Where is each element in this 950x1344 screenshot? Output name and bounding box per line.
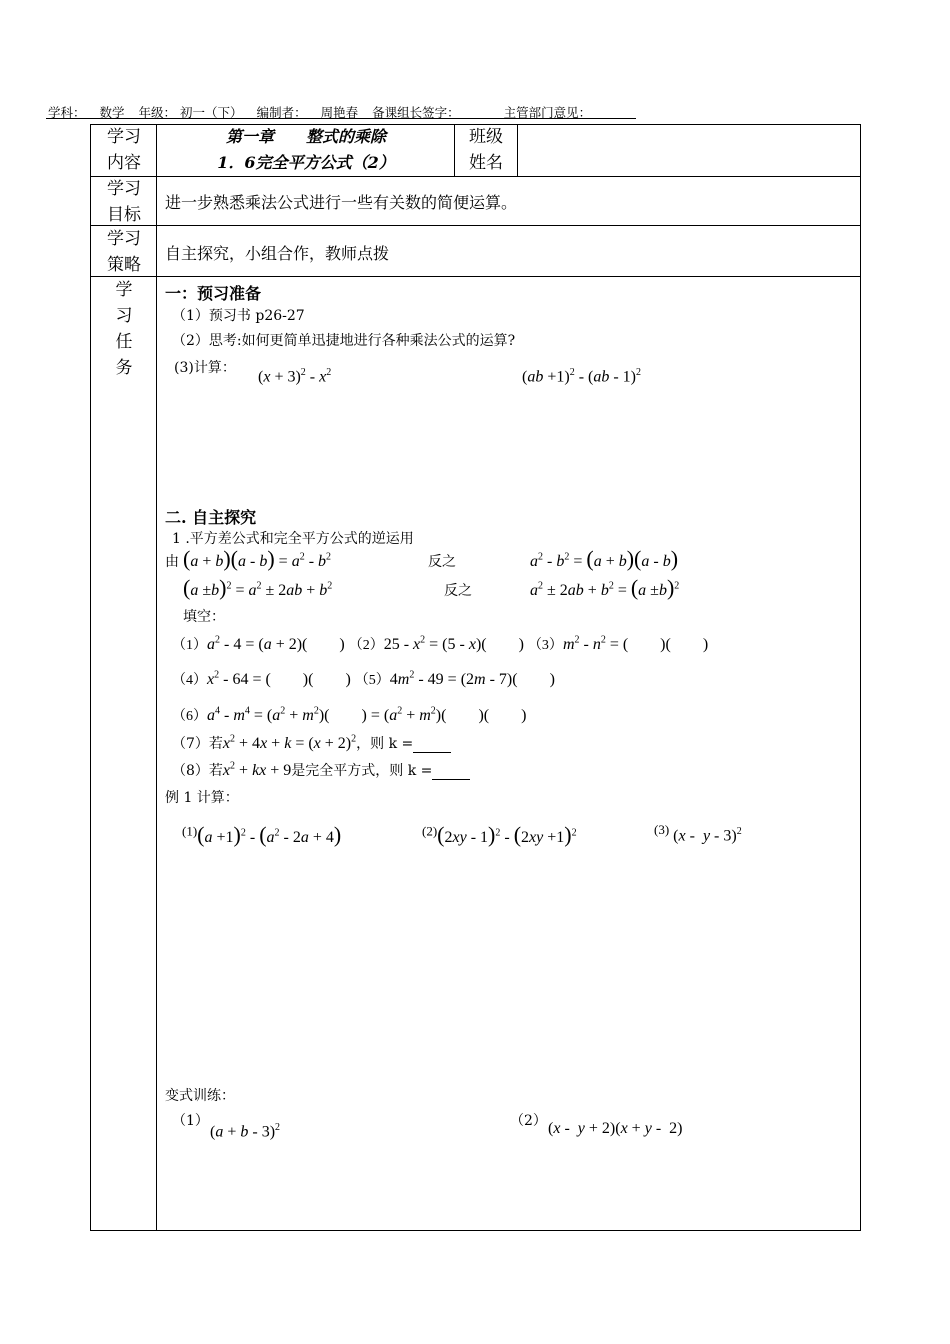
q7-answer-blank[interactable] <box>413 738 451 753</box>
name-label: 姓名 <box>469 153 503 173</box>
fill-in-label: 填空： <box>183 609 225 625</box>
goal-label: 学习 目标 <box>107 179 141 225</box>
example-label: 例 1 计算： <box>165 790 239 806</box>
content-label: 学习 内容 <box>107 127 141 173</box>
class-label: 班级 <box>469 127 503 147</box>
conversely-label-2: 反之 <box>444 583 472 599</box>
grade-label: 年级： <box>138 105 177 120</box>
section2-title: 二. 自主探究 <box>165 508 257 527</box>
chapter-title: 第一章 整式的乘除 <box>225 127 386 146</box>
label-column-divider <box>156 124 157 1230</box>
conversely-label-1: 反之 <box>428 554 456 570</box>
fill-in-line-7: （7）若$x^2 + 4x + k = (x + 2)^2$，则 k = <box>172 733 451 753</box>
strategy-text: 自主探究，小组合作，教师点拨 <box>165 244 390 263</box>
task-label: 学 习 任 务 <box>115 280 133 378</box>
section1-item3: (3)计算： <box>174 360 236 376</box>
example-formula-3: $^{(3)}$ (x - y - 3)$^2$ <box>654 822 742 845</box>
example-formula-2: $^{(2)}(2xy - 1)^2 - (2xy +1)^2$ <box>422 822 577 847</box>
section1-item1: （1）预习书 p26-27 <box>172 308 305 324</box>
formula-prep-2: (ab +1)$^2$ - (ab - 1)$^2$ <box>522 367 641 386</box>
q7-suffix: ，则 k = <box>356 736 414 752</box>
example-formula-1: $^{(1)}(a +1)^2 - (a^2 - 2a + 4)$ <box>182 822 342 847</box>
goal-text: 进一步熟悉乘法公式进行一些有关数的简便运算。 <box>165 193 518 212</box>
subject-value: 数学 <box>99 105 125 120</box>
fill-in-line-1: $(1)a^2 - 4 = (a + 2)$( ) $(2)25 - x^2 = (5 - x)$( ) $(3)m^2 - n^2$ = ( )( ) <box>172 634 709 653</box>
section1-title: 一：预习准备 <box>165 284 262 303</box>
row-divider-1 <box>90 176 860 177</box>
q8-prefix: （8）若 <box>172 763 223 779</box>
section2-subtitle: 1 .平方差公式和完全平方公式的逆运用 <box>172 531 414 547</box>
practice-num-1: （1） <box>172 1113 209 1129</box>
row-divider-3 <box>90 276 860 277</box>
q7-prefix: （7）若 <box>172 736 223 752</box>
strategy-label: 学习 策略 <box>107 229 141 275</box>
formula-perfect-square-reverse: $a^2 \pm 2ab + b^2 = (a \pm b)^2$ <box>530 575 680 600</box>
formula-diff-squares: $(a + b)(a - b) = a^2 - b^2$ <box>183 546 332 571</box>
fill-in-line-3: $(6)a^4 - m^4 = (a^2 + m^2)$( ) = $(a^2 + m^2)$( )( ) <box>172 705 527 724</box>
header-underline <box>46 118 636 119</box>
editor-value: 周艳春 <box>320 105 359 120</box>
fill-in-line-2: $(4)x^2 - 64$ = ( )( ) $(5)4m^2 - 49 = (2m - 7)$( ) <box>172 669 555 688</box>
row-divider-2 <box>90 225 860 226</box>
practice-title: 变式训练： <box>165 1088 235 1104</box>
editor-label: 编制者： <box>256 105 307 120</box>
fill-in-line-8: （8）若$x^2$ + kx + 9是完全平方式，则 k = <box>172 760 470 780</box>
formula-perfect-square: $(a \pm b)^2 = a^2 \pm 2ab + b^2$ <box>183 575 333 600</box>
class-value-divider <box>517 124 518 176</box>
q8-answer-blank[interactable] <box>432 765 470 780</box>
sign-label: 备课组长签字： <box>372 105 460 120</box>
grade-value: 初一（下） <box>180 105 243 120</box>
from-label: 由 <box>165 554 179 570</box>
subject-label: 学科： <box>48 105 86 120</box>
formula-prep-1: $(x + 3)^2 - x^2$ <box>258 367 332 386</box>
section1-item2: （2）思考:如何更简单迅捷地进行各种乘法公式的运算? <box>172 333 516 349</box>
practice-formula-1: $(a + b - 3)^2$ <box>210 1122 281 1141</box>
lesson-title: 1．6完全平方公式（2） <box>217 153 395 172</box>
q8-suffix: 是完全平方式，则 k = <box>291 763 433 779</box>
practice-formula-2: (x - y + 2)(x + y - 2) <box>548 1120 683 1137</box>
dept-label: 主管部门意见： <box>503 105 592 120</box>
formula-diff-squares-reverse: $a^2 - b^2 = (a + b)(a - b)$ <box>530 546 679 571</box>
practice-num-2: （2） <box>510 1113 547 1129</box>
